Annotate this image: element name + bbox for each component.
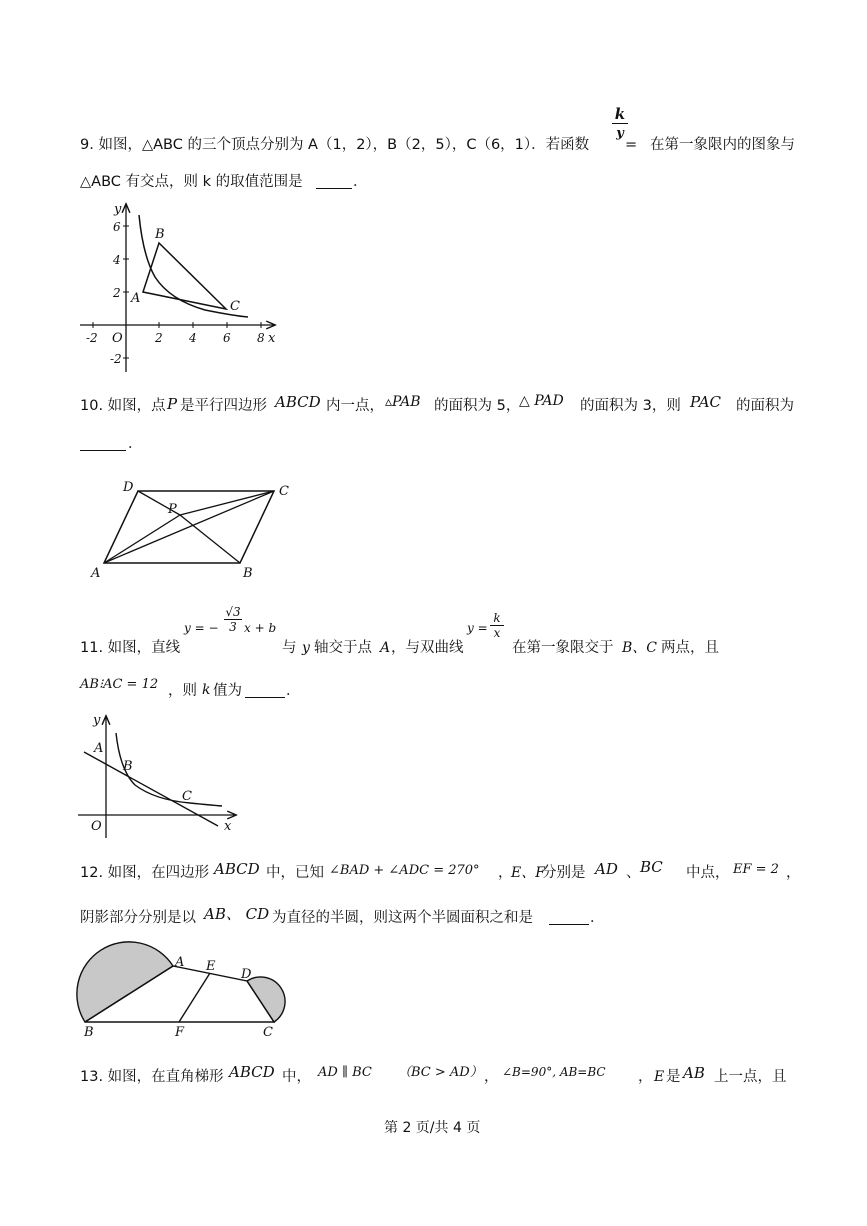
q10-pac: PAC bbox=[690, 393, 722, 411]
q9-ytick-neg2: -2 bbox=[110, 352, 122, 366]
q12-mid5: ， bbox=[786, 865, 801, 881]
q12-sep: 、 bbox=[626, 865, 641, 881]
q12-abcd: ABCD bbox=[214, 860, 260, 878]
q12-prefix: 12. 如图，在四边形 bbox=[80, 865, 210, 881]
q11-hyp-den: x bbox=[493, 626, 501, 640]
q12-ad: AD bbox=[595, 860, 618, 878]
q9-line2-end: ． bbox=[353, 174, 368, 190]
q12-mid3: 分别是 bbox=[542, 865, 586, 881]
q11-hyp-y: y = bbox=[467, 621, 488, 635]
q12-label-f: F bbox=[175, 1025, 185, 1040]
q12-label-c: C bbox=[263, 1025, 273, 1040]
q11-mid5: 两点，且 bbox=[661, 640, 719, 656]
q13-suffix: 上一点，且 bbox=[714, 1069, 787, 1085]
q13-abcd: ABCD bbox=[229, 1063, 275, 1081]
q9-text-line2: △ABC 有交点，则 k 的取值范围是 bbox=[80, 174, 303, 190]
q13-mid1: 中， bbox=[282, 1069, 311, 1085]
q9-func-den: y bbox=[616, 126, 624, 141]
q12-ef-cond: EF = 2 bbox=[733, 862, 779, 877]
q11-mid4: 在第一象限交于 bbox=[512, 640, 614, 656]
q13-ab: AB bbox=[683, 1064, 705, 1082]
q9-y-label: y bbox=[114, 202, 122, 217]
q9-xtick-4: 4 bbox=[189, 331, 197, 345]
q12-label-b: B bbox=[84, 1025, 94, 1040]
q11-a-var: A bbox=[380, 640, 391, 656]
q12-semicircle-cd bbox=[247, 977, 285, 1022]
q12-mid4: 中点， bbox=[686, 865, 730, 881]
q9-point-a-label: A bbox=[131, 291, 141, 306]
q13-mid3: ， bbox=[638, 1069, 653, 1085]
q10-line2-end: ． bbox=[128, 436, 143, 452]
q9-point-c-label: C bbox=[230, 299, 240, 314]
q9-x-label: x bbox=[268, 331, 276, 346]
q10-mid1: 是平行四边形 bbox=[180, 398, 267, 414]
q13-angle: ∠B=90°, AB=BC bbox=[502, 1065, 606, 1079]
q11-k-var: k bbox=[202, 682, 211, 698]
q9-point-b-label: B bbox=[155, 227, 165, 242]
q11-prefix: 11. 如图，直线 bbox=[80, 640, 181, 656]
q11-line2-end: ． bbox=[286, 683, 301, 699]
q11-line-tail: x + b bbox=[244, 621, 277, 635]
page-footer: 第 2 页/共 4 页 bbox=[384, 1120, 481, 1136]
q10-tri-pad: △ PAD bbox=[519, 393, 564, 409]
q9-ytick-4: 4 bbox=[113, 253, 121, 267]
q9-text-line1: 9. 如图，△ABC 的三个顶点分别为 A（1，2），B（2，5），C（6，1）．若函数 bbox=[80, 137, 590, 153]
q12-line2-suffix: 为直径的半圆，则这两个半圆面积之和是 bbox=[272, 910, 533, 926]
q10-suffix: 的面积为 bbox=[736, 398, 794, 414]
q11-hyp-num: k bbox=[493, 611, 501, 625]
q11-mid1: 与 bbox=[282, 640, 297, 656]
q10-mid4: 的面积为 3，则 bbox=[580, 398, 681, 414]
q11-label-b: B bbox=[123, 759, 133, 774]
q11-mid3: ，与双曲线 bbox=[391, 640, 464, 656]
q12-segment-ef bbox=[179, 973, 210, 1022]
q11-x-label: x bbox=[224, 819, 232, 834]
q10-mid2: 内一点， bbox=[326, 398, 384, 414]
q10-p-var: P bbox=[167, 395, 178, 413]
q10-label-b: B bbox=[243, 566, 253, 581]
q13-compare: （BC > AD） bbox=[398, 1065, 483, 1080]
q9-ytick-2: 2 bbox=[113, 286, 121, 300]
q11-bc: B、C bbox=[622, 640, 657, 656]
q11-origin-label: O bbox=[91, 819, 102, 834]
q11-mid2: 轴交于点 bbox=[314, 640, 372, 656]
q10-abcd: ABCD bbox=[275, 393, 321, 411]
q12-label-e: E bbox=[206, 959, 216, 974]
q10-label-p: P bbox=[168, 502, 177, 517]
q13-mid4: 是 bbox=[666, 1069, 681, 1085]
q12-diameters: AB、 CD bbox=[204, 905, 270, 923]
q11-condition: AB⁝AC = 12 bbox=[80, 677, 159, 692]
q10-label-a: A bbox=[91, 566, 101, 581]
q11-label-a: A bbox=[94, 741, 104, 756]
q9-origin-label: O bbox=[112, 331, 123, 346]
q13-parallel: AD ∥ BC bbox=[318, 1065, 372, 1080]
q10-label-d: D bbox=[123, 480, 134, 495]
q9-func-eq: = bbox=[625, 137, 638, 153]
q9-ytick-6: 6 bbox=[113, 220, 121, 234]
q13-prefix: 13. 如图，在直角梯形 bbox=[80, 1069, 224, 1085]
q9-func-num: k bbox=[614, 105, 626, 123]
q12-mid2: ， bbox=[498, 865, 513, 881]
q12-label-d: D bbox=[241, 967, 252, 982]
q9-text-line1-suffix: 在第一象限内的图象与 bbox=[650, 137, 795, 153]
q11-line-y: y = − bbox=[184, 621, 219, 635]
q13-mid2: ， bbox=[484, 1069, 499, 1085]
q9-xtick-8: 8 bbox=[257, 331, 265, 345]
q12-line2-prefix: 阴影部分分别是以 bbox=[80, 910, 196, 926]
q12-mid1: 中，已知 bbox=[266, 865, 324, 881]
q11-line-den: 3 bbox=[229, 620, 237, 634]
q9-xtick-neg2: -2 bbox=[86, 331, 98, 345]
q12-line2-end: ． bbox=[590, 910, 605, 926]
q12-bc: BC bbox=[640, 858, 663, 876]
q12-ef-names: E、F bbox=[511, 865, 545, 881]
q12-semicircle-ab bbox=[77, 942, 173, 1022]
q10-tri-pab: ▵PAB bbox=[385, 394, 421, 410]
q11-line2-suffix: 值为 bbox=[213, 683, 242, 699]
q12-angle-cond: ∠BAD + ∠ADC = 270° bbox=[329, 863, 480, 878]
q13-e-var: E bbox=[654, 1069, 665, 1085]
q9-xtick-6: 6 bbox=[223, 331, 231, 345]
q10-mid3: 的面积为 5， bbox=[434, 398, 521, 414]
q9-xtick-2: 2 bbox=[155, 331, 163, 345]
q11-line-num: √3 bbox=[225, 605, 241, 619]
q11-y-var: y bbox=[302, 640, 310, 656]
q11-line2-mid: ，则 bbox=[168, 683, 197, 699]
q10-label-c: C bbox=[279, 484, 289, 499]
q12-label-a: A bbox=[175, 955, 185, 970]
q11-label-c: C bbox=[182, 789, 192, 804]
q10-prefix: 10. 如图，点 bbox=[80, 398, 166, 414]
q11-y-label: y bbox=[93, 713, 101, 728]
